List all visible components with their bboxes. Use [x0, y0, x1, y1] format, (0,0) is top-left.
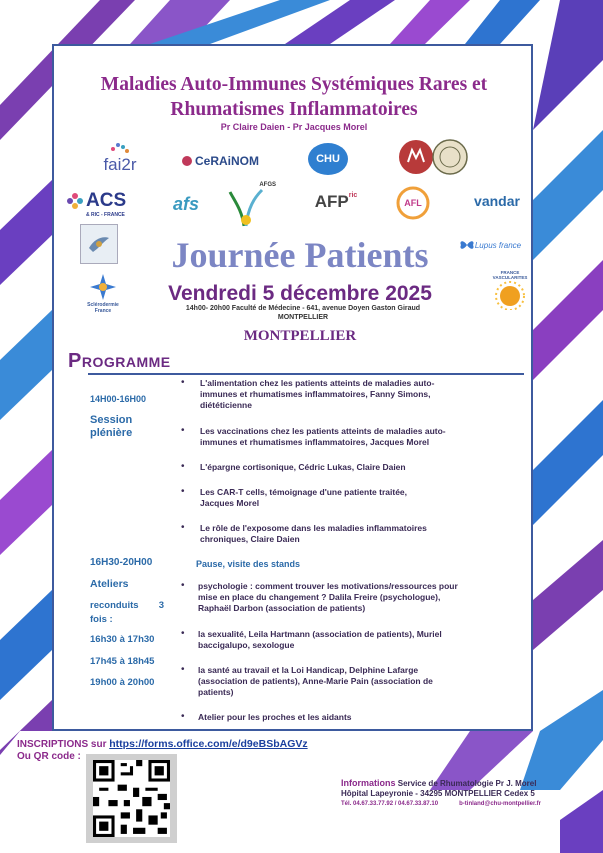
afl-text: AFL	[404, 198, 422, 208]
programme-heading-text: Programme	[68, 350, 171, 372]
venue-line-1: 14h00- 20h00 Faculté de Médecine - 641, avenue Doyen Gaston Giraud	[185, 305, 421, 312]
bullet-icon: •	[181, 628, 185, 639]
bullet-icon: •	[181, 580, 185, 591]
bullet-icon: •	[181, 664, 185, 675]
workshop-1-line-1: psychologie : comment trouver les motivations/ressources pour	[198, 581, 458, 591]
event-date: Vendredi 5 décembre 2025	[168, 282, 432, 305]
ceranom-logo	[180, 148, 260, 174]
time-session-2: 16H30-20H00	[90, 557, 153, 568]
registration-link[interactable]: https://forms.office.com/e/d9eBSbAGVz	[109, 738, 308, 750]
title-line-1: Maladies Auto-Immunes Systémiques Rares et	[100, 74, 488, 95]
acs-flower-icon	[66, 192, 84, 210]
talk-3	[200, 462, 520, 473]
pause-text: Pause, visite des stands	[196, 559, 301, 569]
poster-title	[60, 72, 528, 122]
afgs-logo	[224, 180, 276, 228]
info-label: Informations	[341, 778, 396, 788]
title-line-2: Rhumatismes Inflammatoires	[170, 99, 418, 120]
workshop-3-line-3: patients)	[198, 687, 234, 697]
seal-icons	[398, 138, 470, 176]
dove-logo	[80, 224, 118, 264]
acs-subtext: & RIC - FRANCE	[86, 212, 125, 218]
info-email[interactable]: b-tinland@chu-montpellier.fr	[459, 801, 541, 807]
workshop-2-line-2: baccigalupo, sexologue	[198, 640, 295, 650]
inscriptions-line	[17, 738, 308, 750]
bullet-icon: •	[181, 377, 185, 388]
talk-4-line-1: Les CAR-T cells, témoignage d'une patiente traitée,	[200, 487, 408, 497]
afgs-text: AFGS	[259, 182, 276, 188]
talk-1	[200, 378, 520, 411]
montpellier-seal-logo	[398, 138, 470, 176]
info-address: Hôpital Lapeyronie - 34295 MONTPELLIER Cedex 5	[341, 789, 535, 798]
bullet-icon: •	[181, 711, 185, 722]
ceranom-icon	[181, 155, 193, 167]
workshop-3	[198, 665, 518, 698]
talk-1-line-2: immunes et rhumatismes inflammatoires, Fanny Simons,	[200, 389, 431, 399]
qr-code-icon[interactable]	[93, 760, 170, 837]
qr-code-frame	[86, 754, 177, 843]
bullet-icon: •	[181, 461, 185, 472]
session-label-line-2: plénière	[90, 427, 133, 439]
talk-1-line-1: L'alimentation chez les patients atteints de maladies auto-	[200, 378, 435, 388]
france-vascularites-logo	[490, 266, 530, 314]
scleroderma-text: Sclérodermie France	[87, 302, 119, 314]
afp-superscript: ric	[348, 192, 358, 199]
workshop-3-line-1: la santé au travail et la Loi Handicap, Delphine Lafarge	[198, 665, 419, 675]
dove-icon	[85, 230, 113, 258]
workshop-4	[198, 712, 518, 723]
talk-4-line-2: Jacques Morel	[200, 498, 260, 508]
programme-divider	[88, 373, 524, 375]
session-label	[90, 414, 132, 440]
afp-text: AFP	[314, 192, 349, 211]
vandar-logo	[468, 190, 526, 212]
ateliers-label: Ateliers	[90, 578, 129, 590]
workshop-3-line-2: (association de patients), Anne-Marie Pain (association de	[198, 676, 433, 686]
sun-icon	[493, 280, 527, 310]
session-label-line-1: Session	[90, 414, 133, 426]
scleroderma-logo	[80, 268, 126, 318]
talk-5-line-1: Le rôle de l'exposome dans les maladies inflammatoires	[200, 523, 427, 533]
chu-text: CHU	[316, 153, 340, 165]
afp-logo	[304, 188, 368, 216]
talk-4	[200, 487, 520, 509]
inscriptions-label: INSCRIPTIONS	[17, 739, 89, 750]
info-service: Service de Rhumatologie Pr J. Morel	[395, 779, 537, 788]
qr-label: Ou QR code :	[17, 751, 81, 762]
talk-2	[200, 426, 520, 448]
workshop-1	[198, 581, 518, 614]
venue-line-2: MONTPELLIER	[277, 314, 329, 321]
fois-label: fois :	[90, 614, 113, 625]
slot-3: 19h00 à 20h00	[90, 677, 155, 688]
information-block	[341, 778, 541, 809]
talk-3-line-1: L'épargne cortisonique, Cédric Lukas, Claire Daien	[200, 462, 406, 472]
afs-text: afs	[172, 193, 199, 214]
workshop-1-line-2: mise en place du changement ? Dalila Freire (psychologue),	[198, 592, 441, 602]
authors: Pr Claire Daien - Pr Jacques Morel	[220, 122, 368, 132]
programme-heading	[68, 350, 171, 373]
reconduits-count: 3	[158, 600, 164, 611]
event-title: Journée Patients	[171, 235, 429, 275]
lupus-text: Lupus france	[474, 240, 522, 250]
france-vascularites-text: FRANCE VASCULARITES	[492, 270, 528, 280]
afs-logo	[160, 184, 212, 224]
slot-1: 16h30 à 17h30	[90, 634, 155, 645]
talk-2-line-2: immunes et rhumatismes inflammatoires, Jacques Morel	[200, 437, 430, 447]
reconduits-word: reconduits	[90, 600, 139, 611]
reconduits-label	[90, 600, 164, 611]
slot-2: 17h45 à 18h45	[90, 656, 155, 667]
afl-logo	[396, 186, 430, 220]
talk-5-line-2: chroniques, Claire Daien	[200, 534, 300, 544]
workshop-1-line-3: Raphaël Darbon (association de patients)	[198, 603, 366, 613]
bullet-icon: •	[181, 425, 185, 436]
info-telephone: Tél. 04.67.33.77.92 / 04.67.33.87.10	[341, 801, 439, 807]
acs-text: ACS	[86, 190, 127, 211]
chu-logo	[307, 142, 349, 176]
time-session-1: 14H00-16H00	[90, 394, 147, 404]
fai2r-logo	[92, 138, 148, 178]
bullet-icon: •	[181, 486, 185, 497]
fai2r-text: fai2r	[103, 155, 137, 174]
workshop-2-line-1: la sexualité, Leila Hartmann (association de patients), Muriel	[198, 629, 442, 639]
workshop-4-line-1: Atelier pour les proches et les aidants	[198, 712, 352, 722]
talk-5	[200, 523, 520, 545]
talk-2-line-1: Les vaccinations chez les patients atteints de maladies auto-	[200, 426, 446, 436]
workshop-2	[198, 629, 518, 651]
event-city: MONTPELLIER	[243, 328, 357, 344]
fai2r-dots-icon	[109, 141, 131, 155]
scleroderma-star-icon	[88, 272, 118, 302]
ceranom-text: CeRAiNOM	[194, 154, 259, 168]
acs-logo	[66, 188, 136, 220]
vandar-text: vandar	[474, 193, 520, 209]
talk-1-line-3: diététicienne	[200, 400, 252, 410]
event-venue	[148, 304, 458, 322]
bullet-icon: •	[181, 522, 185, 533]
inscriptions-sur: sur	[88, 739, 110, 750]
